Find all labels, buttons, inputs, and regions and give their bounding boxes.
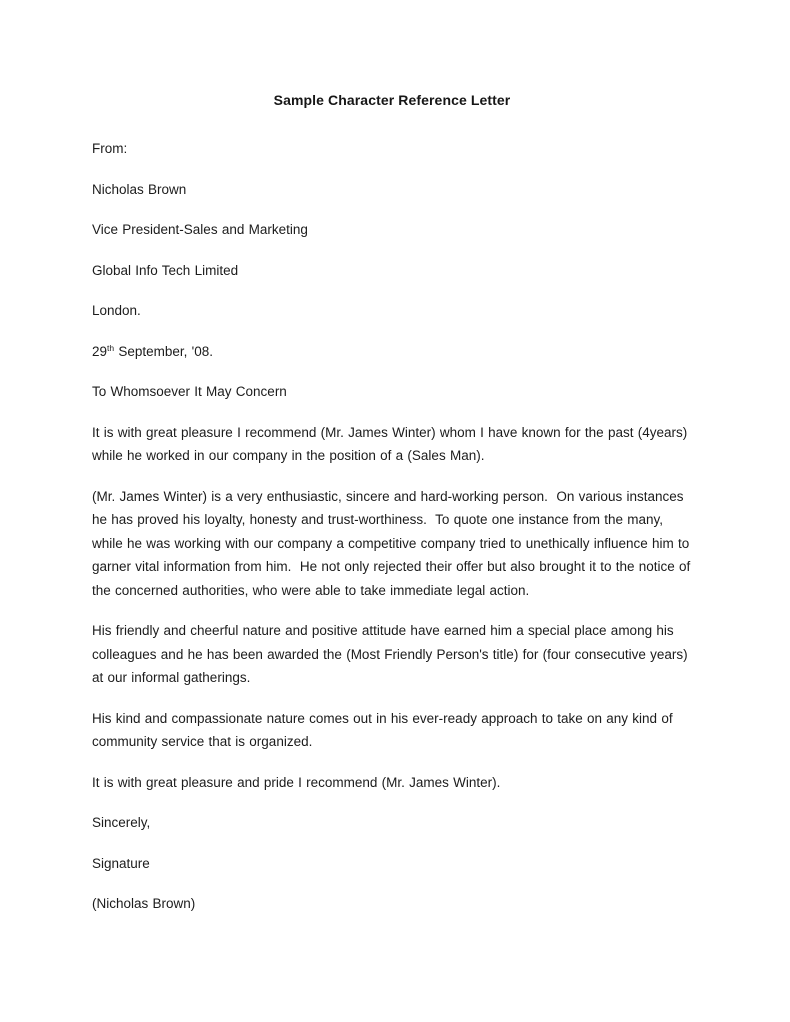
letter-date [92,340,692,364]
sender-company: Global Info Tech Limited [92,262,239,278]
from-label: From: [92,141,128,156]
date-day: 29 [92,343,108,359]
salutation: To Whomsoever It May Concern [92,384,287,399]
letter-title: Sample Character Reference Letter [273,92,511,108]
sender-city: London. [92,303,141,318]
body-paragraph: His kind and compassionate nature comes out in his ever-ready approach to take on any kind of community service that is organized. [92,710,677,749]
date-rest: September, '08. [114,343,214,359]
body-paragraph: It is with great pleasure I recommend (Mr. James Winter) whom I have known for the past (4years) while he worked in our company in the position of a (Sales Man). [92,424,692,463]
body-paragraph: His friendly and cheerful nature and positive attitude have earned him a special place among his colleagues and he has been awarded the (Most Friendly Person's title) for (four consecutive years) at our informal gatherings. [92,623,692,685]
body-paragraph: (Mr. James Winter) is a very enthusiastic, sincere and hard-working person. On various instances he has proved his loyalty, honesty and trust-worthiness. To quote one instance from the many, while he was working with our company a competitive company tried to unethically influence him to garner vital information from him. He not only rejected their offer but also brought it to the notice of the concerned authorities, who were able to take immediate legal action. [92,488,695,598]
sender-job-title: Vice President-Sales and Marketing [92,222,308,237]
sender-name: Nicholas Brown [92,181,187,197]
signed-name: (Nicholas Brown) [92,896,196,911]
date-ordinal: th [107,342,115,353]
signature-placeholder: Signature [92,855,150,871]
body-paragraph: It is with great pleasure and pride I recommend (Mr. James Winter). [92,774,501,790]
sign-off: Sincerely, [92,815,151,830]
